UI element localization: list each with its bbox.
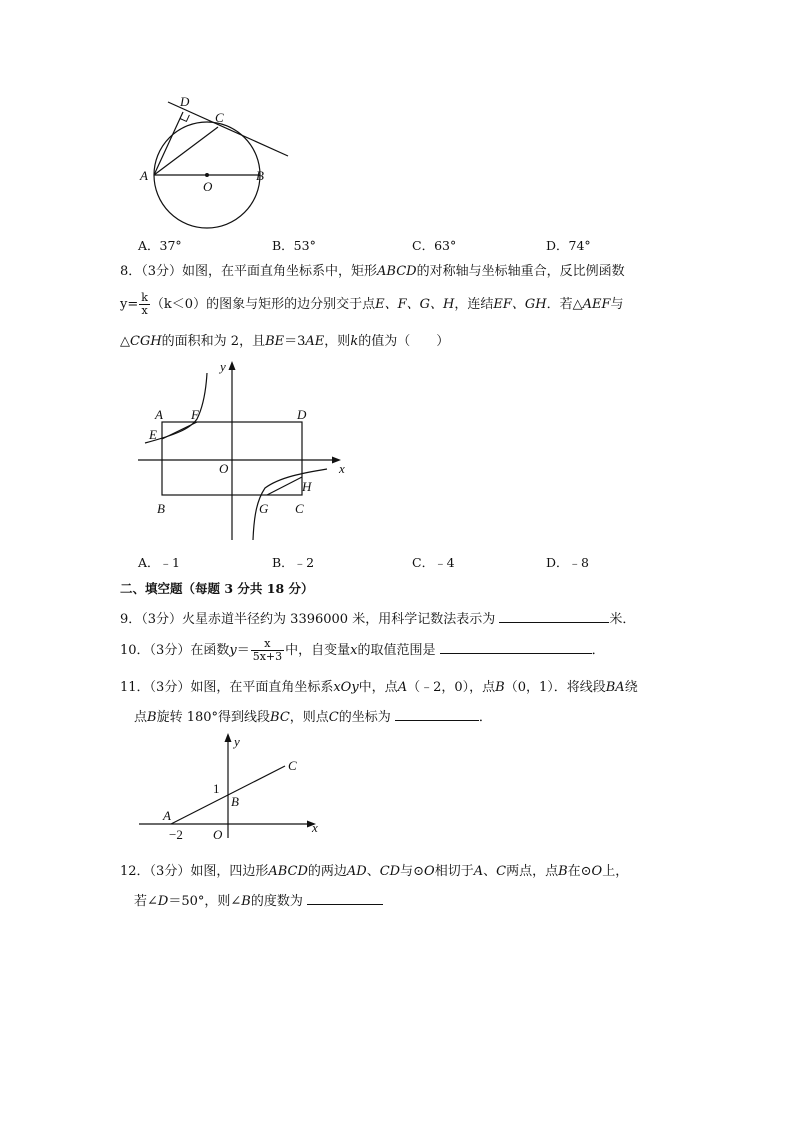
label-f: F (191, 407, 199, 422)
label-g: G (259, 501, 269, 516)
label-y: y (234, 734, 240, 749)
tangent-line (168, 102, 288, 156)
q8-line-3: △CGH的面积和为 2，且BE＝3AE，则k的值为（ ） (120, 334, 450, 349)
q8-line-1: 8．（3分）如图，在平面直角坐标系中，矩形ABCD的对称轴与坐标轴重合，反比例函数 (120, 264, 625, 279)
label-h: H (302, 479, 312, 494)
segment-ad (154, 112, 183, 175)
label-y: y (220, 359, 226, 374)
label-o: O (219, 461, 229, 476)
center-dot (205, 173, 209, 177)
label-a: A (163, 808, 171, 823)
section-heading-fill-in: 二、填空题（每题 3 分共 18 分） (120, 581, 314, 596)
q9-line: 9．（3分）火星赤道半径约为 3396000 米，用科学记数法表示为 米． (120, 608, 635, 629)
q8-option-d: D．﹣8 (546, 555, 589, 570)
label-c: C (295, 501, 304, 516)
figure-q7 (130, 88, 300, 238)
q8-option-b: B．﹣2 (272, 555, 315, 570)
label-x: x (312, 820, 318, 835)
label-c: C (288, 758, 297, 773)
q10-fraction: $\frac{x}{5x+3}$ (252, 637, 283, 663)
figure-q11 (135, 728, 335, 843)
figure-q8 (135, 355, 360, 550)
q7-option-b: B．53° (272, 238, 316, 253)
q12-answer-blank[interactable] (307, 890, 383, 905)
q7-option-a: A．37° (138, 238, 182, 253)
q12-line-1: 12．（3分）如图，四边形ABCD的两边AD、CD与⊙O相切于A、C两点，点B在⊙O上， (120, 864, 629, 879)
label-o: O (203, 179, 213, 194)
y-axis-arrow (229, 361, 236, 370)
q11-line-1: 11．（3分）如图，在平面直角坐标系xOy中，点A（﹣2，0），点B（0，1）．将线段BA绕 (120, 680, 638, 695)
q9-answer-blank[interactable] (499, 608, 609, 623)
label-d: D (180, 94, 190, 109)
q8-fraction: $\frac{k}{x}$ (141, 291, 148, 317)
q10-line: 10．（3分）在函数y＝ $\frac{x}{5x+3}$ 中，自变量x的取值范围是 ． (120, 637, 605, 663)
label-c: C (215, 110, 224, 125)
label-b: B (157, 501, 165, 516)
label-d: D (297, 407, 307, 422)
q8-option-a: A．﹣1 (138, 555, 180, 570)
label-x: x (339, 461, 345, 476)
label-b: B (256, 168, 264, 183)
q11-answer-blank[interactable] (395, 706, 479, 721)
q8-option-c: C．﹣4 (412, 555, 455, 570)
q11-line-2: 点B旋转 180°得到线段BC，则点C的坐标为 ． (120, 706, 492, 727)
q7-option-c: C．63° (412, 238, 457, 253)
q12-line-2: 若∠D＝50°，则∠B的度数为 (120, 890, 383, 911)
label-b: B (231, 794, 239, 809)
q7-option-d: D．74° (546, 238, 591, 253)
segment-gh (267, 477, 302, 495)
label-one: 1 (213, 781, 220, 796)
label-a: A (155, 407, 163, 422)
q10-answer-blank[interactable] (440, 639, 592, 654)
label-neg2: −2 (169, 827, 183, 842)
segment-ef (162, 422, 197, 439)
label-e: E (149, 427, 157, 442)
label-o: O (213, 827, 223, 842)
label-a: A (140, 168, 148, 183)
q8-line-2: y= $\frac{k}{x}$ （k＜0）的图象与矩形的边分别交于点E、F、G、H，连结EF、GH．若△AEF与 (120, 291, 624, 317)
segment-ac (154, 127, 218, 175)
y-axis-arrow (225, 733, 232, 742)
